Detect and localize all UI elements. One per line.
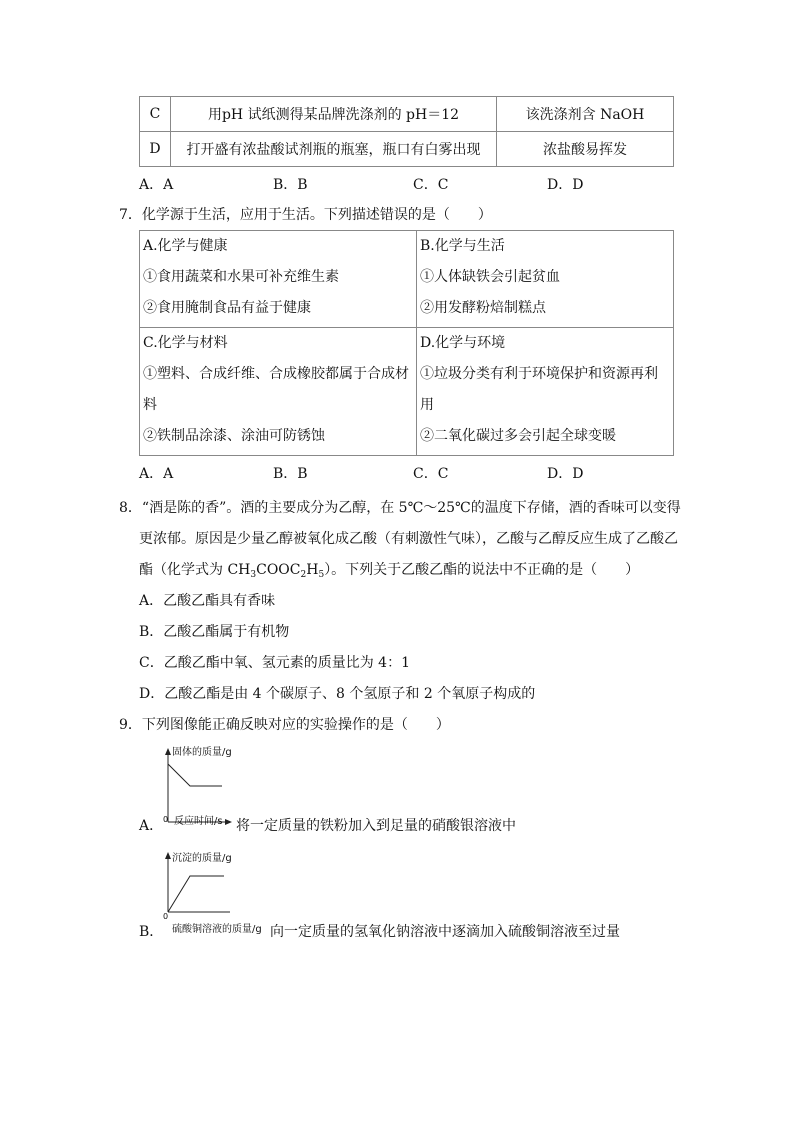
q6-table: [139, 96, 674, 167]
table-row: [140, 231, 674, 328]
row-conclusion: 浓盐酸易挥发: [497, 132, 674, 167]
q9-a-ylabel: 固体的质量/g: [172, 747, 232, 758]
row-letter: D: [140, 132, 171, 167]
option-d: D．D: [547, 466, 584, 482]
q8-line1: 8．“酒是陈的香”。酒的主要成分为乙醇，在 5℃～25℃的温度下存储，酒的香味可以变得: [119, 500, 681, 516]
option-a: A．A: [139, 466, 174, 482]
cell-d-item2: ②二氧化碳过多会引起全球变暖: [420, 428, 616, 444]
cell-d-item1: ①垃圾分类有利于环境保护和资源再利: [420, 366, 658, 382]
q8-option-d: D．乙酸乙酯是由 4 个碳原子、8 个氢原子和 2 个氧原子构成的: [139, 686, 536, 702]
option-c: C．C: [413, 177, 449, 193]
table-row: [140, 132, 674, 167]
cell-d-item1-cont: 用: [420, 397, 434, 413]
q9-b-ylabel: 沉淀的质量/g: [172, 853, 232, 864]
cell-c-item1: ①塑料、合成纤维、合成橡胶都属于合成材: [143, 366, 409, 382]
cell-c: [140, 328, 417, 456]
q9-b-origin: 0: [163, 912, 169, 921]
q9-option-a-prefix: A．: [139, 818, 164, 834]
q7-options: [139, 463, 679, 483]
row-letter: C: [140, 97, 171, 132]
cell-d: [417, 328, 674, 456]
q9-option-b-text: 向一定质量的氢氧化钠溶液中逐滴加入硫酸铜溶液至过量: [270, 924, 620, 940]
table-row: [140, 328, 674, 456]
q9-a-origin: 0: [163, 815, 169, 824]
q7-stem: 7．化学源于生活，应用于生活。下列描述错误的是（ ）: [119, 207, 492, 223]
option-b: B．B: [273, 466, 308, 482]
option-b: B．B: [273, 177, 308, 193]
cell-a-item2: ②食用腌制食品有益于健康: [143, 300, 311, 316]
table-row: [140, 97, 674, 132]
q8-line3: 酯（化学式为 $CH_3COOC_2H_5$）。下列关于乙酸乙酯的说法中不正确的是（ ）: [139, 562, 640, 580]
option-d: D．D: [547, 177, 584, 193]
q7-table: [139, 230, 674, 456]
cell-a-title: A.化学与健康: [143, 238, 228, 254]
row-operation: 用pH 试纸测得某品牌洗涤剂的 pH＝12: [171, 97, 497, 132]
q9-a-xlabel: 反应时间/s: [174, 816, 223, 827]
cell-b: [417, 231, 674, 328]
cell-c-title: C.化学与材料: [143, 335, 228, 351]
q9-option-b-prefix: B．: [139, 924, 164, 940]
cell-b-item2: ②用发酵粉焙制糕点: [420, 300, 546, 316]
cell-b-title: B.化学与生活: [420, 238, 505, 254]
cell-a-item1: ①食用蔬菜和水果可补充维生素: [143, 269, 339, 285]
q8-option-b: B．乙酸乙酯属于有机物: [139, 624, 290, 640]
option-c: C．C: [413, 466, 449, 482]
cell-c-item1-cont: 料: [143, 397, 157, 413]
cell-a: [140, 231, 417, 328]
row-operation: 打开盛有浓盐酸试剂瓶的瓶塞，瓶口有白雾出现: [171, 132, 497, 167]
q6-options: [139, 174, 679, 194]
q8-option-a: A．乙酸乙酯具有香味: [139, 593, 276, 609]
q8-option-c: C．乙酸乙酯中氧、氢元素的质量比为 4：1: [139, 655, 410, 671]
cell-c-item2: ②铁制品涂漆、涂油可防锈蚀: [143, 428, 325, 444]
q9-option-a-text: 将一定质量的铁粉加入到足量的硝酸银溶液中: [236, 818, 516, 834]
cell-d-title: D.化学与环境: [420, 335, 506, 351]
q9-b-xlabel: 硫酸铜溶液的质量/g: [172, 924, 262, 935]
cell-b-item1: ①人体缺铁会引起贫血: [420, 269, 560, 285]
row-conclusion: 该洗涤剂含 NaOH: [497, 97, 674, 132]
q9-stem: 9．下列图像能正确反映对应的实验操作的是（ ）: [119, 717, 450, 733]
q8-line2: 更浓郁。原因是少量乙醇被氧化成乙酸（有刺激性气味），乙酸与乙醇反应生成了乙酸乙: [139, 531, 678, 547]
option-a: A．A: [139, 177, 174, 193]
